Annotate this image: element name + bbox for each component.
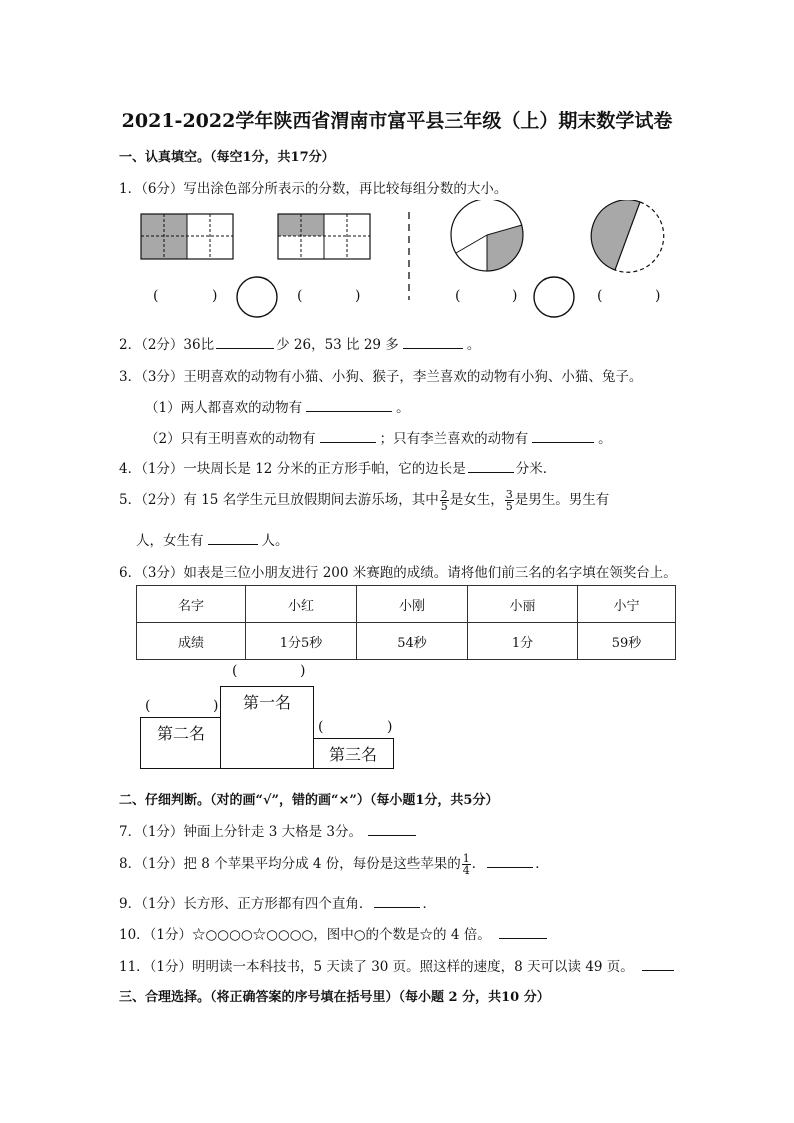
fraction-two-fifths: $\frac{2}{5}$ xyxy=(440,488,448,513)
podium-third xyxy=(313,738,394,769)
section-1-heading: 一、认真填空。（每空1分，共17分） xyxy=(119,150,335,165)
table-cell: 成绩 xyxy=(137,623,246,660)
question-7: 7．（1分）钟面上分针走 3 大格是 3分。 xyxy=(119,820,416,840)
answer-paren-open-4: ( xyxy=(597,288,603,304)
table-cell: 小宁 xyxy=(578,586,676,623)
answer-paren-close-2: ) xyxy=(355,288,361,304)
podium-first-paren-close: ) xyxy=(300,663,306,679)
podium-first-label: 第一名 xyxy=(242,693,291,712)
question-10: 10．（1分）☆○○○○☆○○○○，图中○的个数是☆的 4 倍。 xyxy=(119,923,547,943)
compare-circle-1 xyxy=(237,277,277,317)
answer-blank[interactable] xyxy=(368,823,416,836)
answer-blank[interactable] xyxy=(374,895,420,908)
grid-rectangle-1 xyxy=(141,214,233,259)
table-row xyxy=(137,623,676,660)
table-cell: 小刚 xyxy=(357,586,468,623)
table-cell: 54秒 xyxy=(357,623,468,660)
answer-paren-open-2: ( xyxy=(297,288,303,304)
fraction-three-fifths: $\frac{3}{5}$ xyxy=(505,488,513,513)
podium-first xyxy=(220,686,314,769)
page-title: 2021-2022学年陕西省渭南市富平县三年级（上）期末数学试卷 xyxy=(121,110,673,132)
question-3: 3．（3分）王明喜欢的动物有小猫、小狗、猴子，李兰喜欢的动物有小狗、小猫、兔子。 xyxy=(119,369,643,385)
grid-rectangle-2 xyxy=(278,214,370,259)
pie-circle-thirds xyxy=(451,200,523,271)
answer-blank[interactable] xyxy=(306,399,392,412)
answer-paren-close-3: ) xyxy=(512,288,518,304)
question-3-part-2: （2）只有王明喜欢的动物有 ；只有李兰喜欢的动物有 。 xyxy=(145,431,612,447)
table-cell: 小红 xyxy=(246,586,357,623)
podium-third-label: 第三名 xyxy=(328,745,377,764)
podium-third-paren-close: ) xyxy=(387,719,393,735)
answer-paren-close-4: ) xyxy=(655,288,661,304)
table-cell: 1分5秒 xyxy=(246,623,357,660)
table-cell: 1分 xyxy=(468,623,578,660)
section-3-heading: 三、合理选择。（将正确答案的序号填在括号里）（每小题 2 分，共10 分） xyxy=(119,990,550,1005)
answer-blank[interactable] xyxy=(468,460,514,473)
answer-blank[interactable] xyxy=(216,336,274,349)
podium-second-label: 第二名 xyxy=(156,724,205,743)
answer-paren-open-1: ( xyxy=(153,288,159,304)
answer-blank[interactable] xyxy=(487,855,533,868)
fraction-one-quarter: $\frac{1}{4}$ xyxy=(462,852,470,877)
answer-blank[interactable] xyxy=(403,336,463,349)
question-3-part-1: （1）两人都喜欢的动物有 。 xyxy=(145,400,410,416)
compare-circle-2 xyxy=(534,277,574,317)
question-6: 6．（3分）如表是三位小朋友进行 200 米赛跑的成绩。请将他们前三名的名字填在领奖台上。 xyxy=(119,565,677,581)
table-cell: 名字 xyxy=(137,586,246,623)
answer-paren-close-1: ) xyxy=(212,288,218,304)
table-cell: 59秒 xyxy=(578,623,676,660)
question-8: 8．（1分）把 8 个苹果平均分成 4 份，每份是这些苹果的 $\frac{1}{4}$ ． ． xyxy=(119,852,549,877)
podium-second xyxy=(140,717,221,769)
question-5-line-2: 人，女生有 人。 xyxy=(136,533,289,549)
question-9: 9．（1分）长方形、正方形都有四个直角． ． xyxy=(119,896,436,912)
answer-blank[interactable] xyxy=(499,926,547,939)
podium-second-paren-close: ) xyxy=(213,698,219,714)
table-row xyxy=(137,586,676,623)
pie-circle-half xyxy=(591,200,663,272)
answer-blank[interactable] xyxy=(208,532,258,545)
answer-blank[interactable] xyxy=(532,430,594,443)
race-score-table xyxy=(136,585,676,660)
question-5: 5．（2分）有 15 名学生元旦放假期间去游乐场，其中 $\frac{2}{5}$ 是女生， $\frac{3}{5}$ 是男生。男生有 xyxy=(119,488,610,513)
question-11: 11．（1分）明明读一本科技书，5 天读了 30 页。照这样的速度，8 天可以读 49 页。 xyxy=(119,955,674,975)
question-2: 2．（2分）36比 少 26，53 比 29 多 。 xyxy=(119,337,481,353)
question-4: 4．（1分）一块周长是 12 分米的正方形手帕，它的边长是 分米． xyxy=(119,461,557,477)
table-cell: 小丽 xyxy=(468,586,578,623)
podium-first-paren-open: ( xyxy=(232,663,238,679)
answer-paren-open-3: ( xyxy=(455,288,461,304)
answer-blank[interactable] xyxy=(642,958,674,971)
podium-second-paren-open: ( xyxy=(145,698,151,714)
question-1-figures xyxy=(130,200,690,330)
question-1: 1．（6分）写出涂色部分所表示的分数，再比较每组分数的大小。 xyxy=(119,181,508,197)
section-2-heading: 二、仔细判断。（对的画“√”，错的画“×”）（每小题1分，共5分） xyxy=(119,793,499,808)
answer-blank[interactable] xyxy=(320,430,376,443)
podium-third-paren-open: ( xyxy=(318,719,324,735)
